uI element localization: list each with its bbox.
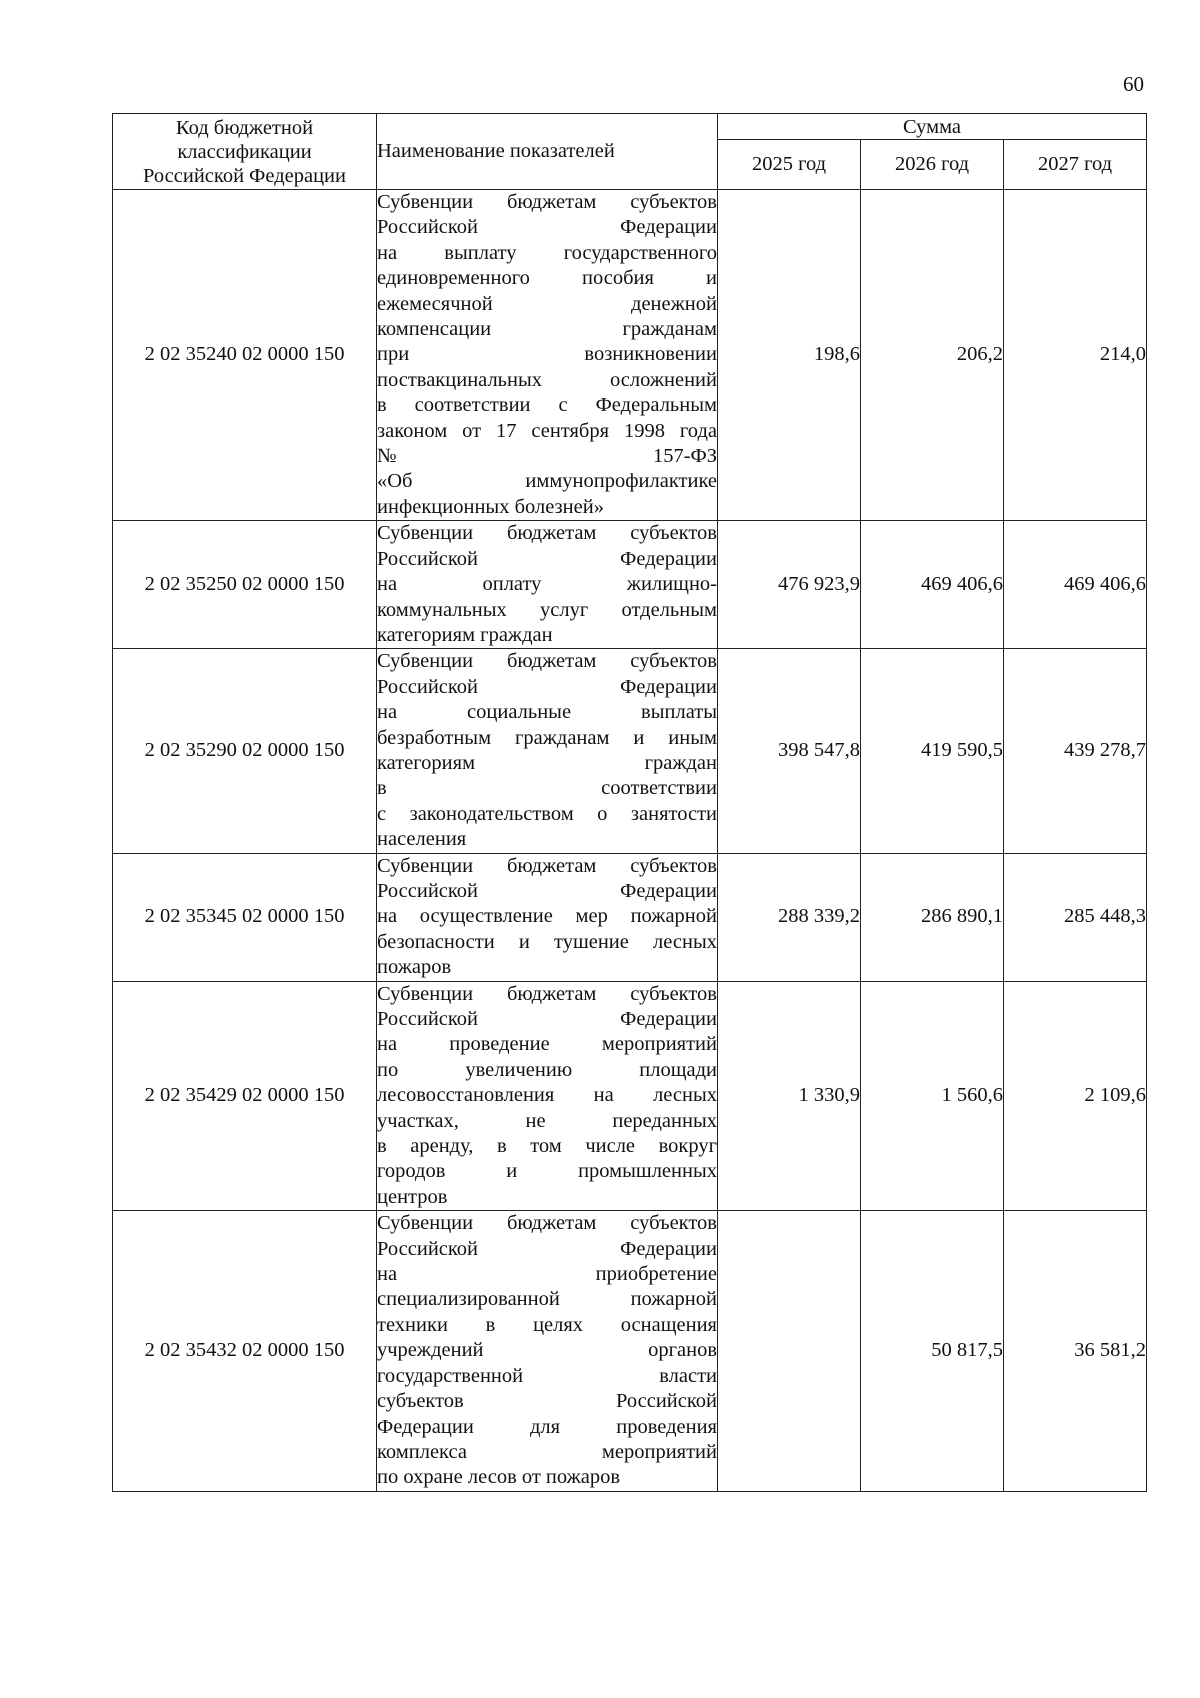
amount-2027-cell: 469 406,6 [1004, 521, 1147, 649]
indicator-name-line: Субвенции бюджетам субъектов [377, 982, 717, 1005]
indicator-name-line: компенсации гражданам [377, 318, 717, 341]
amount-2025-cell: 476 923,9 [718, 521, 861, 649]
amount-2026-cell: 419 590,5 [861, 649, 1004, 853]
indicator-name-line: по охране лесов от пожаров [377, 1466, 621, 1489]
amount-2025-cell: 398 547,8 [718, 649, 861, 853]
indicator-name-line: на выплату государственного [377, 241, 717, 264]
budget-code-cell: 2 02 35432 02 0000 150 [113, 1211, 377, 1491]
indicator-name-line: в соответствии с Федеральным [377, 394, 717, 417]
indicator-name-cell [377, 190, 718, 521]
indicator-name-line: Субвенции бюджетам субъектов [377, 1212, 717, 1235]
indicator-name-line: категориям граждан [377, 623, 553, 646]
indicator-name-line: специализированной пожарной [377, 1288, 717, 1311]
indicator-name-line: на оплату жилищно- [377, 573, 717, 596]
indicator-name-cell [377, 1211, 718, 1491]
indicator-name-line: городов и промышленных [377, 1160, 717, 1183]
header-code-line: Код бюджетной [175, 116, 314, 139]
table-row [113, 981, 1147, 1211]
indicator-name-line: населения [377, 828, 467, 851]
indicator-name-line: участках, не переданных [377, 1109, 717, 1132]
indicator-name-line: инфекционных болезней» [377, 495, 604, 518]
indicator-name-line: законом от 17 сентября 1998 года [377, 419, 717, 442]
indicator-name-line: с законодательством о занятости [377, 802, 717, 825]
indicator-name-line: на приобретение [377, 1263, 717, 1286]
amount-2027-cell: 285 448,3 [1004, 853, 1147, 981]
budget-code-cell: 2 02 35240 02 0000 150 [113, 190, 377, 521]
indicator-name-line: Российской Федерации [377, 1008, 717, 1030]
indicator-name-line: техники в целях оснащения [377, 1313, 717, 1336]
indicator-name-line: субъектов Российской [377, 1390, 717, 1413]
indicator-name-line: поствакцинальных осложнений [377, 368, 717, 391]
header-name: Наименование показателей [377, 114, 718, 190]
amount-2026-cell: 469 406,6 [861, 521, 1004, 649]
amount-2027-cell: 2 109,6 [1004, 981, 1147, 1211]
table-header [113, 114, 1147, 190]
indicator-name-line: государственной власти [377, 1364, 717, 1387]
table-row [113, 521, 1147, 649]
indicator-name-line: Федерации для проведения [377, 1415, 717, 1438]
table-row [113, 1211, 1147, 1491]
indicator-name-line: безработным гражданам и иным [377, 726, 717, 749]
amount-2026-cell: 206,2 [861, 190, 1004, 521]
budget-code-cell: 2 02 35345 02 0000 150 [113, 853, 377, 981]
amount-2026-cell: 50 817,5 [861, 1211, 1004, 1491]
budget-code-cell: 2 02 35250 02 0000 150 [113, 521, 377, 649]
indicator-name-line: в аренду, в том числе вокруг [377, 1135, 717, 1158]
amount-2026-cell: 286 890,1 [861, 853, 1004, 981]
indicator-name-line: № 157-ФЗ [377, 445, 717, 468]
indicator-name-cell [377, 649, 718, 853]
budget-code-cell: 2 02 35290 02 0000 150 [113, 649, 377, 853]
indicator-name-line: Российской Федерации [377, 1237, 717, 1260]
indicator-name-line: Российской Федерации [377, 879, 717, 902]
header-year-2026: 2026 год [861, 140, 1004, 190]
header-code-line: Российской Федерации [143, 164, 346, 187]
indicator-name-line: Субвенции бюджетам субъектов [377, 522, 717, 545]
indicator-name-line: в соответствии [377, 777, 717, 800]
indicator-name-cell [377, 521, 718, 649]
indicator-name-line: Российской Федерации [377, 547, 717, 570]
page-number: 60 [1123, 72, 1144, 96]
header-year-2025: 2025 год [718, 140, 861, 190]
indicator-name-line: на осуществление мер пожарной [377, 905, 717, 928]
indicator-name-line: Российской Федерации [377, 675, 717, 698]
table-row [113, 190, 1147, 521]
indicator-name-line: единовременного пособия и [377, 267, 717, 290]
header-sum: Сумма [718, 114, 1147, 140]
amount-2026-cell: 1 560,6 [861, 981, 1004, 1211]
amount-2025-cell: 288 339,2 [718, 853, 861, 981]
indicator-name-line: по увеличению площади [377, 1058, 717, 1081]
indicator-name-line: центров [377, 1185, 448, 1208]
indicator-name-line: Субвенции бюджетам субъектов [377, 650, 717, 673]
indicator-name-line: коммунальных услуг отдельным [377, 598, 717, 621]
amount-2027-cell: 214,0 [1004, 190, 1147, 521]
header-year-2027: 2027 год [1004, 140, 1147, 190]
indicator-name-line: безопасности и тушение лесных [377, 930, 717, 953]
indicator-name-cell [377, 981, 718, 1211]
header-code-line: классификации [177, 140, 312, 163]
indicator-name-line: учреждений органов [377, 1339, 717, 1362]
indicator-name-line: на социальные выплаты [377, 701, 717, 724]
indicator-name-line: лесовосстановления на лесных [377, 1084, 717, 1107]
amount-2025-cell: 198,6 [718, 190, 861, 521]
indicator-name-line: ежемесячной денежной [377, 292, 717, 315]
indicator-name-line: категориям граждан [377, 751, 717, 774]
table-body [113, 190, 1147, 1492]
indicator-name-line: Российской Федерации [377, 216, 717, 239]
table-row [113, 649, 1147, 853]
indicator-name-line: при возникновении [377, 343, 717, 366]
indicator-name-line: Субвенции бюджетам субъектов [377, 191, 717, 213]
indicator-name-line: комплекса мероприятий [377, 1440, 717, 1463]
budget-table [112, 113, 1147, 1492]
indicator-name-line: пожаров [377, 956, 452, 979]
budget-code-cell: 2 02 35429 02 0000 150 [113, 981, 377, 1211]
indicator-name-line: «Об иммунопрофилактике [377, 470, 717, 493]
header-code [113, 114, 377, 190]
indicator-name-line: Субвенции бюджетам субъектов [377, 854, 717, 877]
indicator-name-cell [377, 853, 718, 981]
amount-2027-cell: 439 278,7 [1004, 649, 1147, 853]
amount-2027-cell: 36 581,2 [1004, 1211, 1147, 1491]
table-row [113, 853, 1147, 981]
amount-2025-cell [718, 1211, 861, 1491]
amount-2025-cell: 1 330,9 [718, 981, 861, 1211]
indicator-name-line: на проведение мероприятий [377, 1033, 717, 1056]
